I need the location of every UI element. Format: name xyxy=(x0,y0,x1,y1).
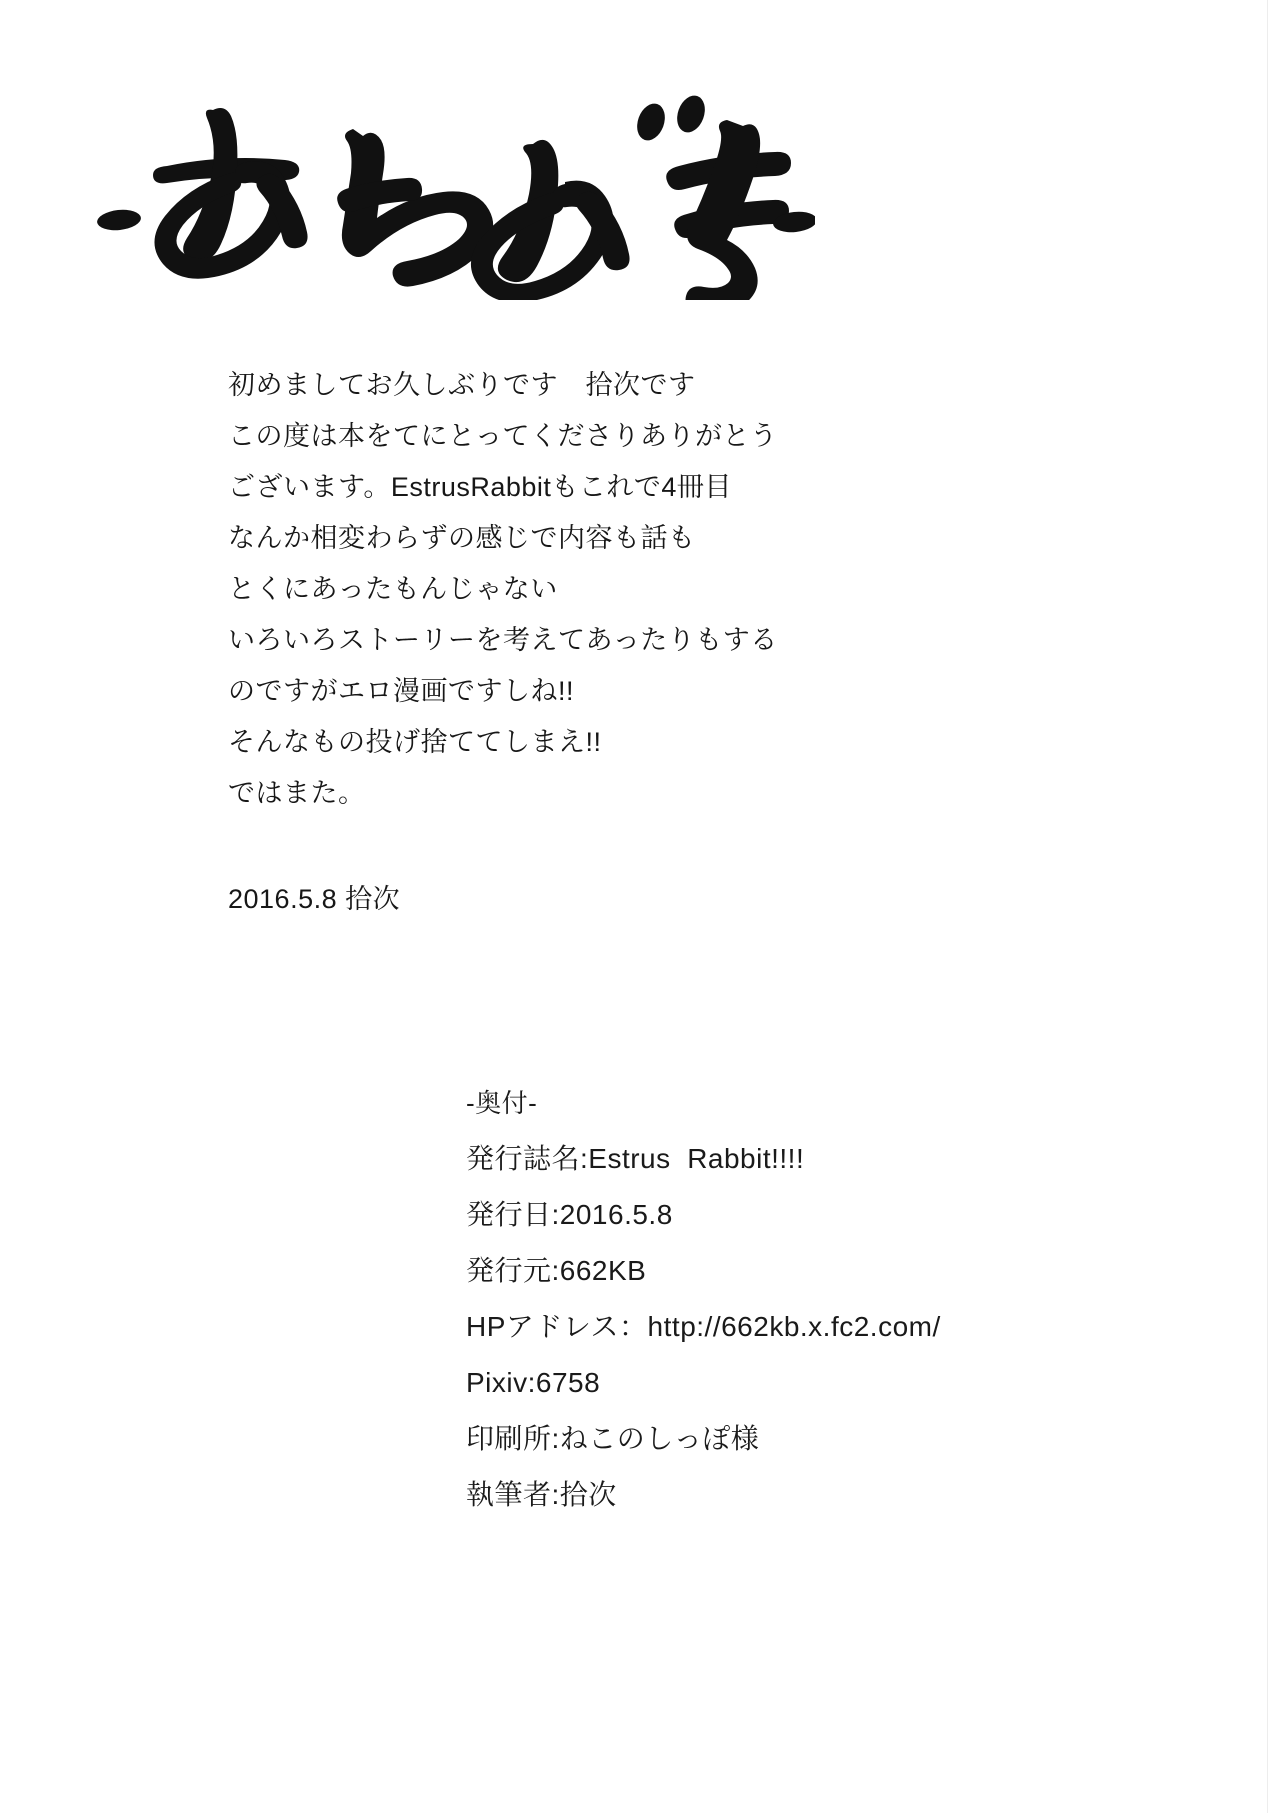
colophon-row-homepage: HPアドレス：http://662kb.x.fc2.com/ xyxy=(466,1311,941,1342)
afterword-line: いろいろストーリーを考えてあったりもする xyxy=(228,625,778,655)
colophon-row-publisher: 発行元:662KB xyxy=(466,1255,647,1286)
afterword-line: 初めましてお久しぶりです 拾次です xyxy=(228,370,696,400)
afterword-line: なんか相変わらずの感じで内容も話も xyxy=(228,523,696,553)
brush-title-icon xyxy=(95,70,815,300)
colophon-row-author: 執筆者:拾次 xyxy=(466,1479,617,1510)
afterword-text-block xyxy=(228,360,1048,925)
page-edge-strip xyxy=(1267,0,1280,1813)
afterword-line: そんなもの投げ捨ててしまえ!! xyxy=(228,727,602,757)
colophon-row-printer: 印刷所:ねこのしっぽ様 xyxy=(466,1423,760,1454)
afterword-line: とくにあったもんじゃない xyxy=(228,574,558,604)
afterword-line: のですがエロ漫画ですしね!! xyxy=(228,676,575,706)
colophon-block xyxy=(466,1075,1166,1523)
colophon-row-publication-title: 発行誌名:Estrus Rabbit!!!! xyxy=(466,1143,805,1174)
afterword-line: ではまた。 xyxy=(228,778,366,808)
afterword-signature: 2016.5.8 拾次 xyxy=(228,884,401,914)
colophon-heading: -奥付- xyxy=(466,1088,538,1118)
afterword-title-artwork xyxy=(95,70,815,300)
colophon-row-pixiv: Pixiv:6758 xyxy=(466,1367,601,1398)
afterword-line: ございます。EstrusRabbitもこれで4冊目 xyxy=(228,472,732,502)
colophon-row-publication-date: 発行日:2016.5.8 xyxy=(466,1199,673,1230)
afterword-line: この度は本をてにとってくださりありがとう xyxy=(228,421,778,451)
